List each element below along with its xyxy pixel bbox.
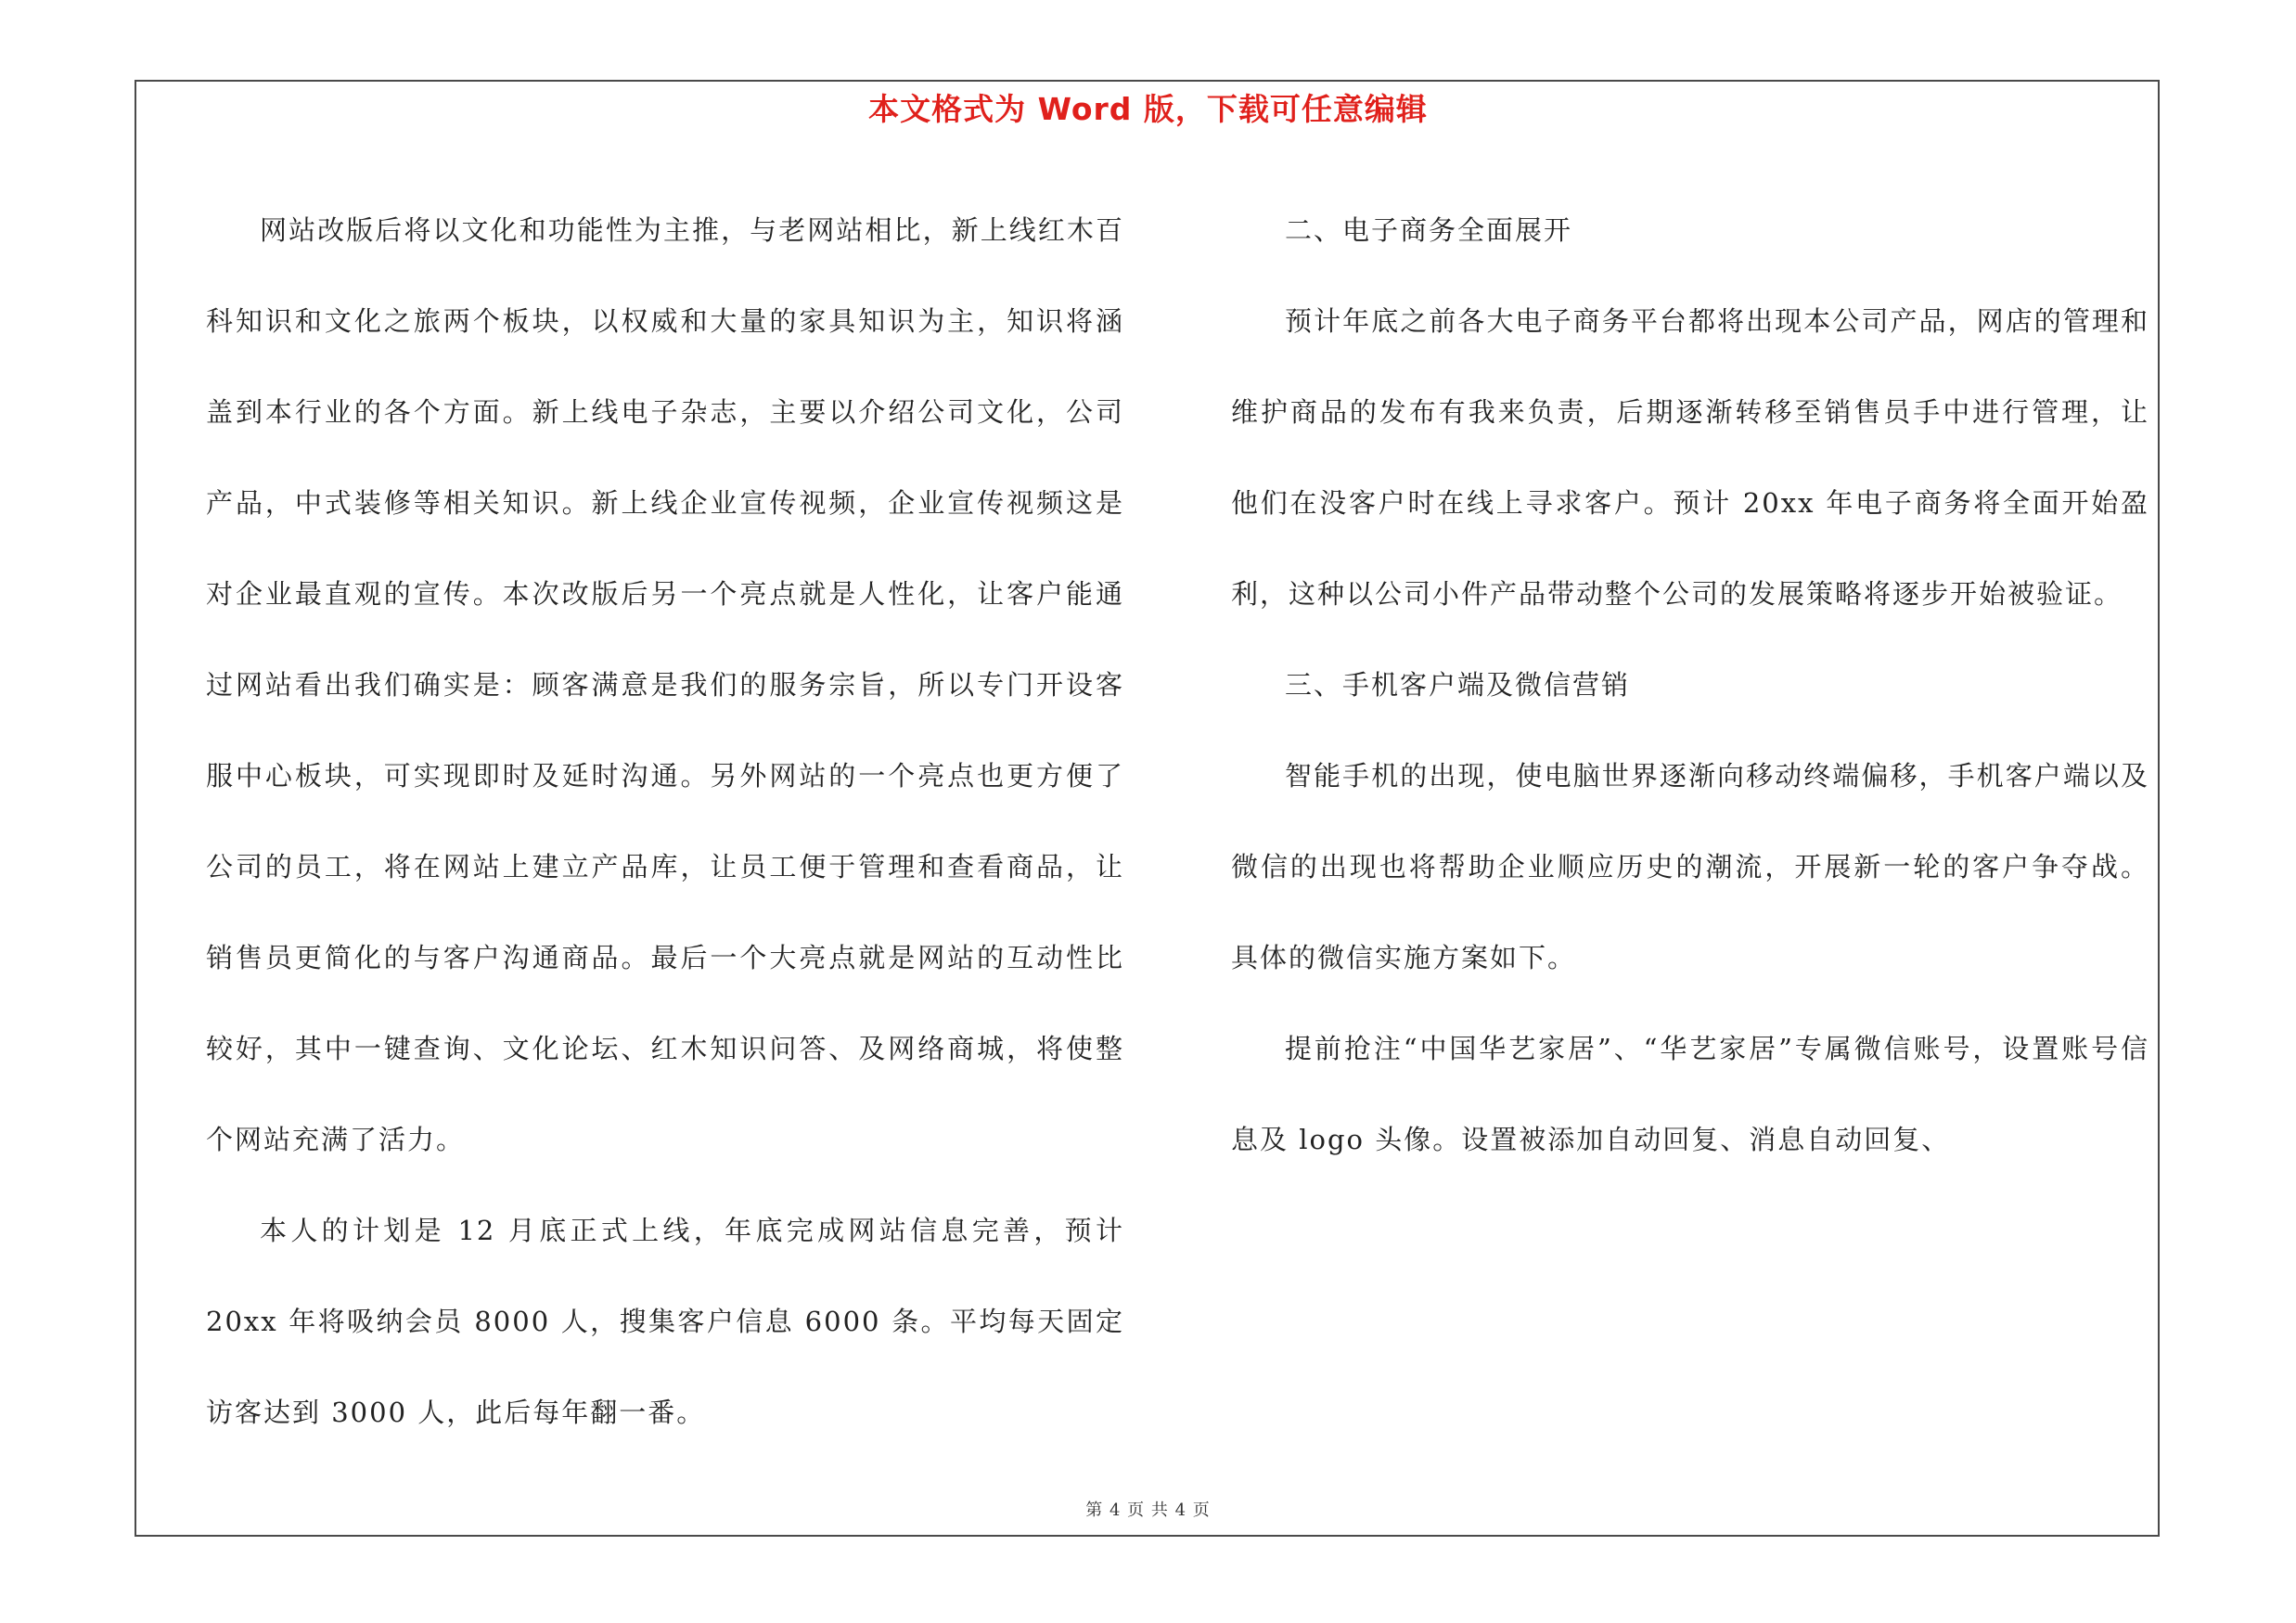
- launch-plan-paragraph: 本人的计划是 12 月底正式上线，年底完成网站信息完善，预计 20xx 年将吸纳会员 8000 人，搜集客户信息 6000 条。平均每天固定访客达到 3000 人，此后每年翻一番。: [206, 1215, 1124, 1428]
- section-mobile-paragraph: 智能手机的出现，使电脑世界逐渐向移动终端偏移，手机客户端以及微信的出现也将帮助企业顺应历史的潮流，开展新一轮的客户争夺战。具体的微信实施方案如下。: [1231, 760, 2149, 973]
- section-mobile-wechat-heading: 三、手机客户端及微信营销: [1285, 669, 1631, 701]
- word-format-banner: 本文格式为 Word 版，下载可任意编辑: [868, 91, 1428, 127]
- left-column: [206, 185, 1124, 1458]
- section-ecommerce-paragraph: 预计年底之前各大电子商务平台都将出现本公司产品，网店的管理和维护商品的发布有我来负责，后期逐渐转移至销售员手中进行管理，让他们在没客户时在线上寻求客户。预计 20xx 年电子商务将全面开始盈利，这种以公司小件产品带动整个公司的发展策略将逐步开始被验证。: [1231, 305, 2149, 610]
- section-ecommerce-heading: 二、电子商务全面展开: [1285, 214, 1573, 246]
- page-number-footer: 第 4 页 共 4 页: [1085, 1501, 1211, 1520]
- website-redesign-paragraph: 网站改版后将以文化和功能性为主推，与老网站相比，新上线红木百科知识和文化之旅两个板块，以权威和大量的家具知识为主，知识将涵盖到本行业的各个方面。新上线电子杂志，主要以介绍公司文化，公司产品，中式装修等相关知识。新上线企业宣传视频，企业宣传视频这是对企业最直观的宣传。本次改版后另一个亮点就是人性化，让客户能通过网站看出我们确实是：顾客满意是我们的服务宗旨，所以专门开设客服中心板块，可实现即时及延时沟通。另外网站的一个亮点也更方便了公司的员工，将在网站上建立产品库，让员工便于管理和查看商品，让销售员更简化的与客户沟通商品。最后一个大亮点就是网站的互动性比较好，其中一键查询、文化论坛、红木知识问答、及网络商城，将使整个网站充满了活力。: [206, 214, 1124, 1155]
- right-column: [1231, 185, 2149, 1185]
- section-wechat-plan-paragraph: 提前抢注“中国华艺家居”、“华艺家居”专属微信账号，设置账号信息及 logo 头像。设置被添加自动回复、消息自动回复、: [1231, 1033, 2149, 1155]
